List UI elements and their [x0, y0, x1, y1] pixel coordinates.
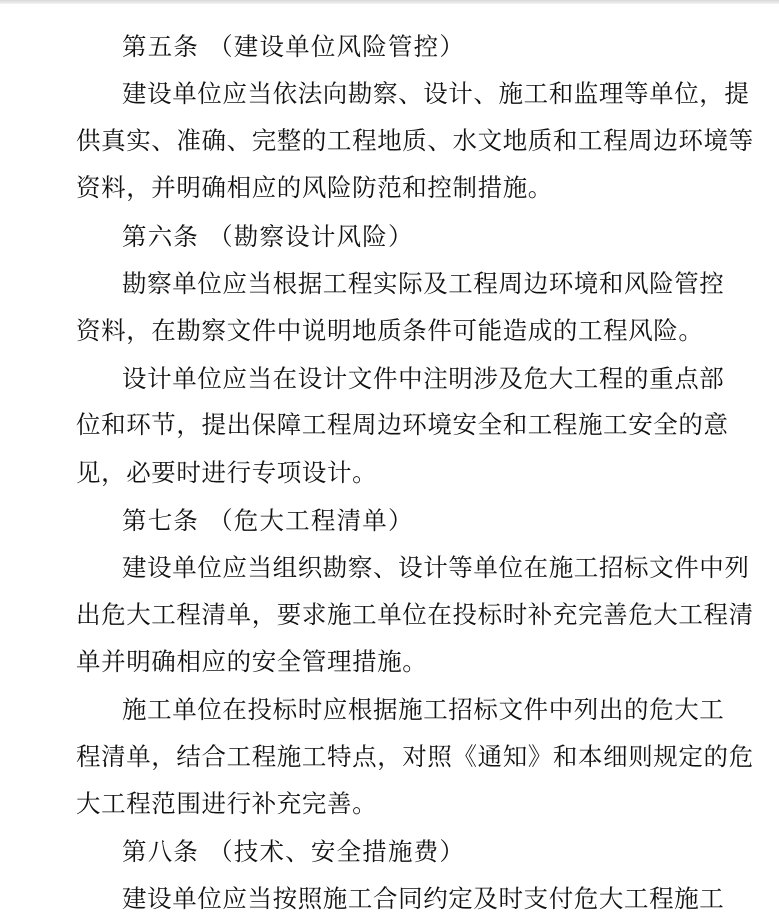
paragraph-line: 见，必要时进行专项设计。 — [76, 458, 378, 487]
paragraph-line: 资料，并明确相应的风险防范和控制措施。 — [76, 173, 553, 202]
article-heading-6: 第六条 （勘察设计风险） — [122, 222, 414, 251]
paragraph-line: 供真实、准确、完整的工程地质、水文地质和工程周边环境等 — [76, 126, 754, 155]
paragraph-line: 建设单位应当按照施工合同约定及时支付危大工程施工 — [122, 884, 725, 913]
paragraph-line: 勘察单位应当根据工程实际及工程周边环境和风险管控 — [122, 269, 725, 298]
paragraph-line: 程清单，结合工程施工特点，对照《通知》和本细则规定的危 — [76, 742, 754, 771]
paragraph-line: 大工程范围进行补充完善。 — [76, 789, 378, 818]
paragraph-line: 位和环节，提出保障工程周边环境安全和工程施工安全的意 — [76, 410, 729, 439]
paragraph-line: 出危大工程清单，要求施工单位在投标时补充完善危大工程清 — [76, 600, 754, 629]
paragraph-line: 建设单位应当组织勘察、设计等单位在施工招标文件中列 — [122, 553, 750, 582]
paragraph-line: 建设单位应当依法向勘察、设计、施工和监理等单位，提 — [122, 79, 750, 108]
article-heading-7: 第七条 （危大工程清单） — [122, 506, 414, 535]
paragraph-line: 单并明确相应的安全管理措施。 — [76, 647, 428, 676]
article-heading-5: 第五条 （建设单位风险管控） — [122, 32, 466, 61]
paragraph-line: 设计单位应当在设计文件中注明涉及危大工程的重点部 — [122, 364, 725, 393]
paragraph-line: 资料，在勘察文件中说明地质条件可能造成的工程风险。 — [76, 316, 704, 345]
article-heading-8: 第八条 （技术、安全措施费） — [122, 837, 466, 866]
paragraph-line: 施工单位在投标时应根据施工招标文件中列出的危大工 — [122, 695, 725, 724]
